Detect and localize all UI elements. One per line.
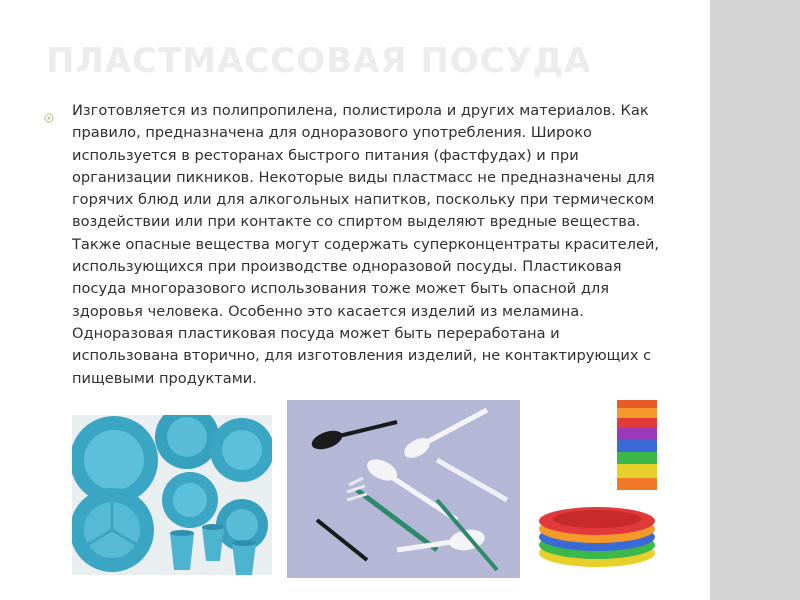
- right-sidebar-band: [710, 0, 800, 600]
- slide-title: ПЛАСТМАССОВАЯ ПОСУДА: [46, 41, 592, 81]
- slide-body-text: Изготовляется из полипропилена, полистирола и других материалов. Как правило, предназначена для одноразового употребления. Широко используется в ресторанах быстрого питания (фастфудах) и при организации пикников. Некоторые виды пластмасс не предназначены для горячих блюд или для алкогольных напитков, поскольку при термическом воздействии или при контакте со спиртом выделяют вредные вещества. Также опасные вещества могут содержать суперконцентраты красителей, использующихся при производстве одноразовой посуды. Пластиковая посуда многоразового использования тоже может быть опасной для здоровья человека. Особенно это касается изделий из меламина. Одноразовая пластиковая посуда может быть переработана и использована вторично, для изготовления изделий, не контактирующих с пищевыми продуктами.: [72, 102, 660, 387]
- circle-bullet-icon: [44, 108, 54, 118]
- plastic-cutlery-photo: [287, 400, 520, 578]
- blue-plates-photo: [72, 415, 272, 575]
- colored-cups-plates-photo: [535, 395, 675, 578]
